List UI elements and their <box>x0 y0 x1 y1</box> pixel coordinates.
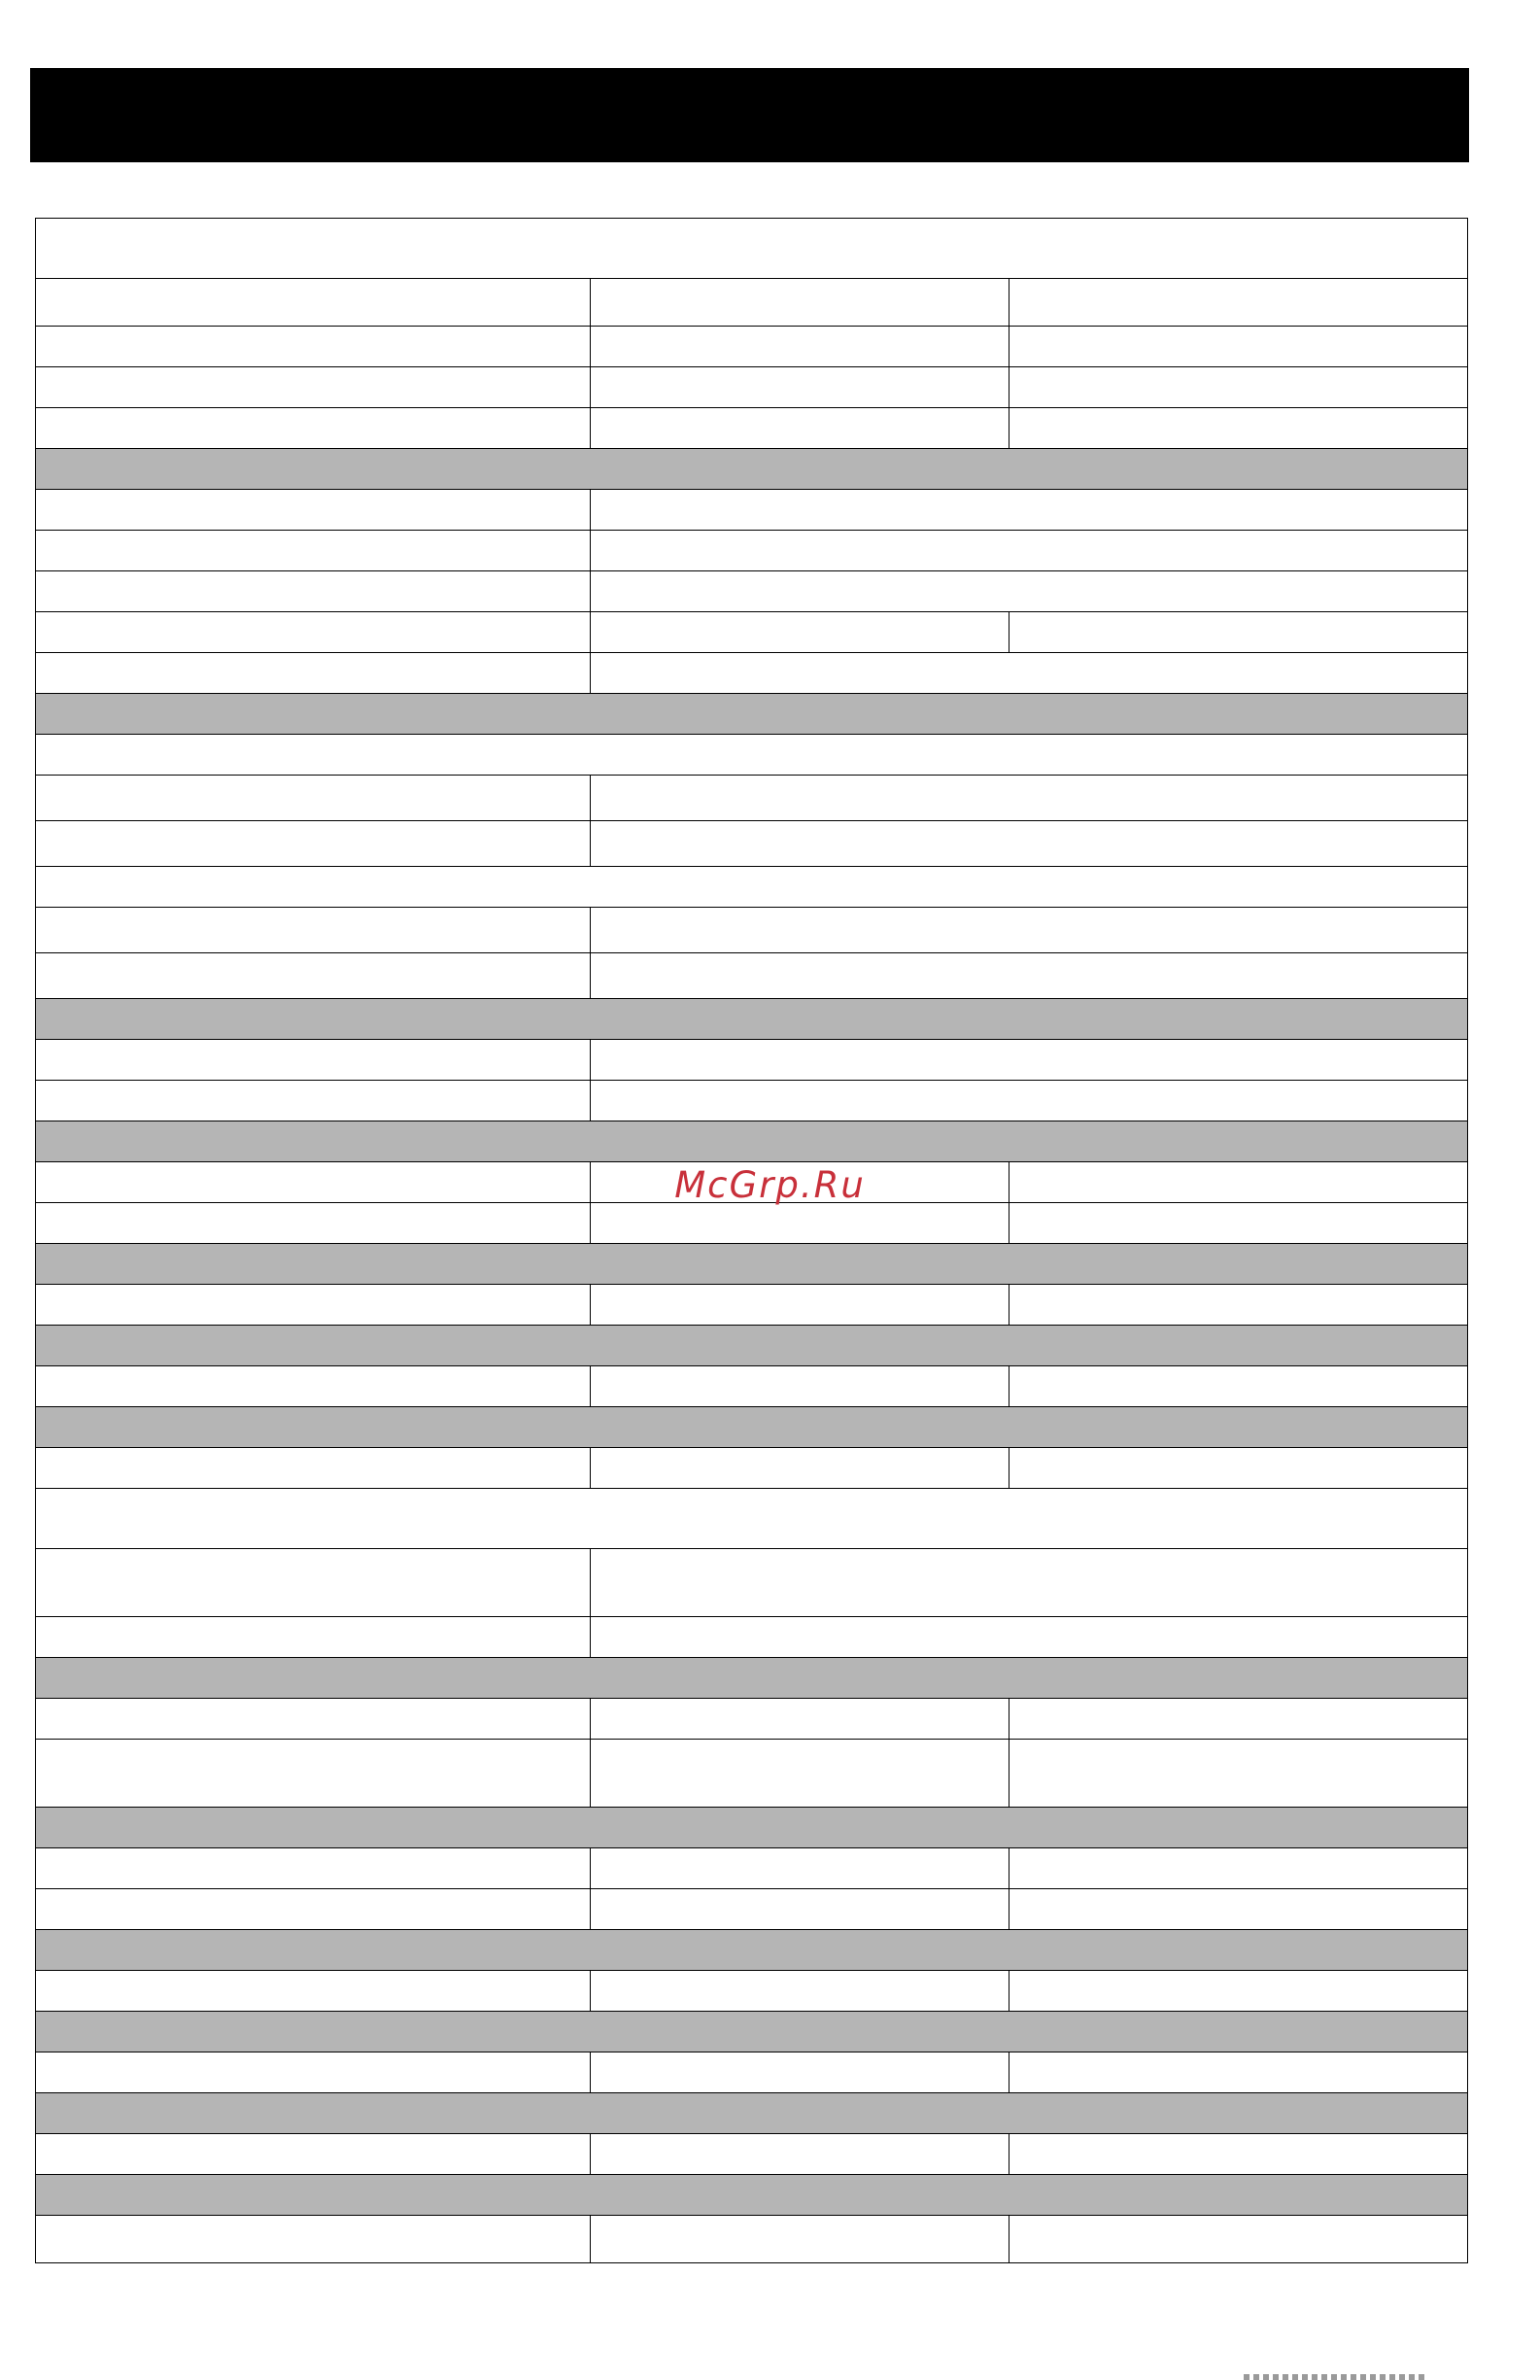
table-row <box>36 612 1468 653</box>
table-row <box>36 1285 1468 1326</box>
table-row <box>36 1366 1468 1407</box>
table-row <box>36 571 1468 612</box>
section-header-row <box>36 694 1468 735</box>
table-row <box>36 953 1468 999</box>
table-title-row <box>36 219 1468 279</box>
table-row <box>36 1081 1468 1121</box>
section-header-row <box>36 2012 1468 2052</box>
subheader-row <box>36 1489 1468 1549</box>
section-header-row <box>36 1407 1468 1448</box>
table-row <box>36 531 1468 571</box>
table-row <box>36 1040 1468 1081</box>
table-row <box>36 1971 1468 2012</box>
table-row <box>36 2134 1468 2175</box>
table-row <box>36 490 1468 531</box>
table-row <box>36 1699 1468 1740</box>
table-row <box>36 1617 1468 1658</box>
table-row <box>36 2052 1468 2093</box>
section-header-row <box>36 1808 1468 1848</box>
watermark: McGrp.Ru <box>674 1164 866 1206</box>
table-row <box>36 1549 1468 1617</box>
section-header-row <box>36 2093 1468 2134</box>
header-bar <box>30 68 1469 162</box>
section-header-row <box>36 1244 1468 1285</box>
table-row <box>36 776 1468 821</box>
table-row <box>36 1889 1468 1930</box>
table-row <box>36 1203 1468 1244</box>
section-header-row <box>36 1658 1468 1699</box>
section-header-row <box>36 1930 1468 1971</box>
table-row <box>36 327 1468 367</box>
section-header-row <box>36 999 1468 1040</box>
table-row <box>36 653 1468 694</box>
subheader-row <box>36 735 1468 776</box>
section-header-row <box>36 2175 1468 2216</box>
subheader-row <box>36 867 1468 908</box>
table-row <box>36 1848 1468 1889</box>
spec-table <box>35 218 1468 2263</box>
table-row <box>36 408 1468 449</box>
table-row <box>36 279 1468 327</box>
footer-mark <box>1244 2374 1428 2380</box>
table-row <box>36 908 1468 953</box>
section-header-row <box>36 1326 1468 1366</box>
table-row <box>36 1740 1468 1808</box>
table-row <box>36 1448 1468 1489</box>
section-header-row <box>36 449 1468 490</box>
section-header-row <box>36 1121 1468 1162</box>
table-row <box>36 367 1468 408</box>
table-row <box>36 2216 1468 2263</box>
table-row <box>36 821 1468 867</box>
